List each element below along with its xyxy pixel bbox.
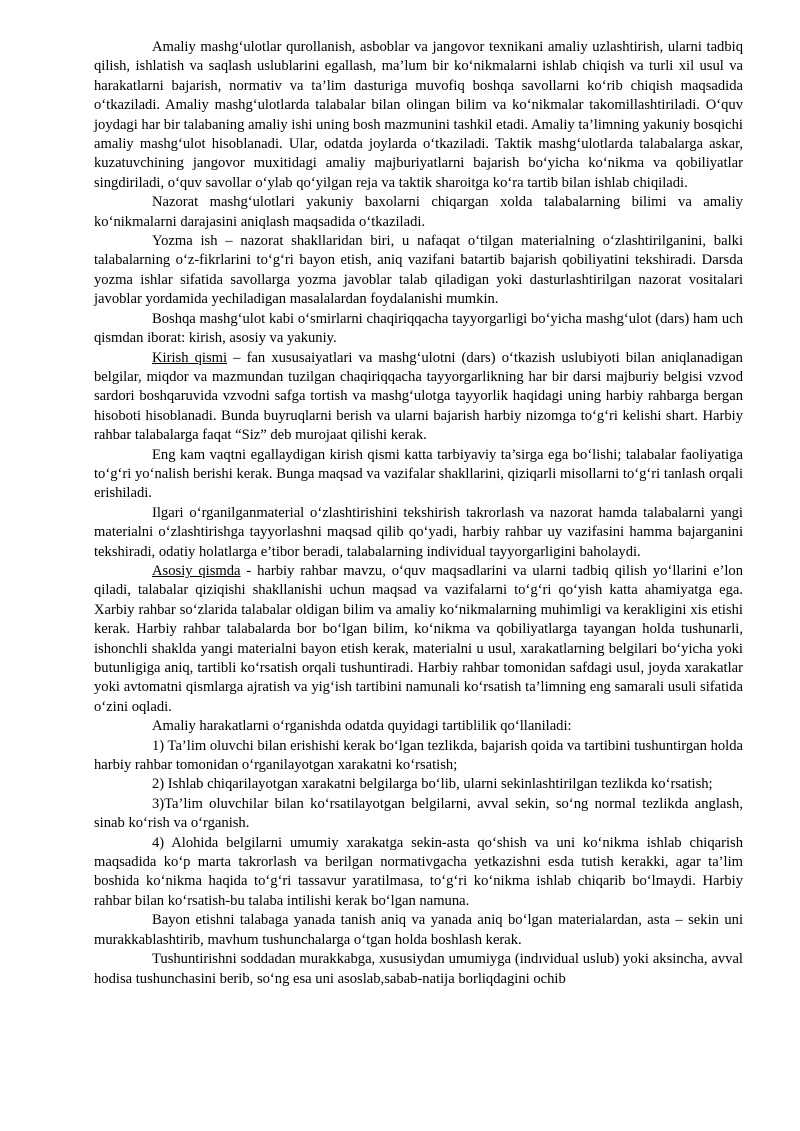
- list-item-4: 4) Alohida belgilarni umumiy xarakatga sekin-asta qo‘shish va uni ko‘nikma ishlab chiqarish maqsadida ko‘p marta takrorlash va berilgan normativgacha yetkazishni esda tutish kerakki, agar ta’lim boshida ko‘nikma haqida to‘g‘ri tassavur yaratilmasa, to‘g‘ri ko‘nikma ishlab chiqarib bo‘lmaydi. Harbiy rahbar bilan ko‘rsatish-bu talaba intilishi kerak bo‘lgan namuna.: [94, 834, 743, 909]
- kirish-qismi-heading: Kirish qismi: [152, 349, 228, 366]
- paragraph-amaliy-mashgulotlar: Amaliy mashg‘ulotlar qurollanish, asboblar va jangovor texnikani amaliy uzlashtirish, ularni tadbiq qilish, ishlatish va saqlash uslublarini egallash, ma’lum bir ko‘nikmalarni ishlab chiqish va turli xil usul va harakatlarni bajarish, normativ va ta’lim dasturiga muvofiq boshqa savollarni ko‘rib chiqish maqsadida o‘tkaziladi. Amaliy mashg‘ulotlarda talabalar bilan olingan bilim va ko‘nikmalar takomillashtiriladi. O‘quv joydagi har bir talabaning amaliy ishi uning bosh mazmunini tashkil etadi. Amaliy ta’limning yakuniy bosqichi amaliy mashg‘ulot hisoblanadi. Ular, odatda joylarda o‘tkaziladi. Taktik mashg‘ulotlarda talabalarga askar, kuzatuvchining jangovor muxitidagi amaliy majburiyatlarni bajarish bo‘yicha ko‘nikma va qobiliyatlar singdiriladi, o‘quv savollar o‘ylab qo‘yilgan reja va taktik sharoitga ko‘ra tartib bilan ishlab chiqiladi.: [94, 39, 743, 191]
- paragraph-kirish-qismi: [94, 349, 743, 446]
- asosiy-qism-heading: Asosiy qismda: [152, 562, 241, 579]
- paragraph-dars-qismlari: Boshqa mashg‘ulot kabi o‘smirlarni chaqiriqqacha tayyorgarligi bo‘yicha mashg‘ulot (dars) ham uch qismdan iborat: kirish, asosiy va yakuniy.: [94, 310, 743, 347]
- paragraph-tekshirish: Ilgari o‘rganilganmaterial o‘zlashtirishini tekshirish takrorlash va nazorat hamda talabalarni yangi materialni o‘zlashtirishga tayyorlashni maqsad qilib qo‘yadi, harbiy rahbar uy vazifasini hamma bajarganini tekshiradi, odatiy holatlarga e’tibor beradi, talabalarning individual tayyorgarligini baholaydi.: [94, 504, 743, 560]
- paragraph-yozma-ish: Yozma ish – nazorat shakllaridan biri, u nafaqat o‘tilgan materialning o‘zlashtirilganini, balki talabalarning o‘z-fikrlarini to‘g‘ri bayon etish, aniq vazifani batartib bajarish qobiliyatini tekshiradi. Darsda yozma ishlar sifatida savollarga yozma javoblar talab qiladigan yoki dasturlashtirilgan nazorat vositalari javoblar yordamida yechiladigan masalalardan foydalanishi mumkin.: [94, 233, 743, 308]
- kirish-qismi-text: – fan xususaiyatlari va mashg‘ulotni (dars) o‘tkazish uslubiyoti bilan aniqlanadigan belgilar, miqdor va mazmundan tuzilgan chaqiriqqacha tayyorgarlikning har bir darsi majburiy belgisi vzvod sardori boshqaruvida vzvodni safga tortish va mashg‘ulotga tayyorlik haqidagi uning harbiy rahbarga bergan hisoboti hisoblanadi. Bunda buyruqlarni berish va ularni bajarish harbiy nizomga to‘g‘ri kelishi shart. Harbiy rahbar talabalarga faqat “Siz” deb murojaat qilishi kerak.: [94, 349, 743, 444]
- paragraph-tartiblilik: Amaliy harakatlarni o‘rganishda odatda quyidagi tartiblilik qo‘llaniladi:: [152, 718, 572, 735]
- paragraph-kirish-vaqti: Eng kam vaqtni egallaydigan kirish qismi katta tarbiyaviy ta’sirga ega bo‘lishi; talabalar faoliyatiga to‘g‘ri yo‘nalish berishi kerak. Bunga maqsad va vazifalar shakllarini, qiziqarli misollarni to‘g‘ri tanlash orqali erishiladi.: [94, 446, 743, 502]
- paragraph-bayon-etish: Bayon etishni talabaga yanada tanish aniq va yanada aniq bo‘lgan materialardan, asta – sekin uni murakkablashtirib, mavhum tushunchalarga o‘tgan holda boshlash kerak.: [94, 912, 743, 948]
- list-item-1: 1) Ta’lim oluvchi bilan erishishi kerak bo‘lgan tezlikda, bajarish qoida va tartibini tushuntirgan holda harbiy rahbar tomonidan o‘rganilayotgan xarakatni ko‘rsatish;: [94, 737, 743, 774]
- paragraph-tushuntirish: Tushuntirishni soddadan murakkabga, xususiydan umumiyga (indıvidual uslub) yoki aksincha, avval hodisa tushunchasini berib, so‘ng esa uni asoslab,sabab-natija borliqdagini ochib: [94, 951, 743, 987]
- paragraph-asosiy-qism: [94, 562, 743, 717]
- list-item-3: 3)Ta’lim oluvchilar bilan ko‘rsatilayotgan belgilarni, avval sekin, so‘ng normal tezlikda anglash, sinab ko‘rish va o‘rganish.: [94, 795, 743, 832]
- asosiy-qism-text: - harbiy rahbar mavzu, o‘quv maqsadlarini va ularni tadbiq qilish yo‘llarini e’lon qiladi, talabalar qiziqishi shakllanishi uchun maqsad va vazifalarni to‘g‘ri qo‘yish katta ahamiyatga ega. Xarbiy rahbar so‘zlarida talabalar oldigan bilim va amaliy ko‘nikmalarning muhimligi va kerakligini xis etishi kerak. Harbiy rahbar talabalarda bor bo‘lgan bilim, ko‘nikma va qobiliyatlarga tayangan holda tushunarli, ishonchli shaklda yangi materialni bayon etish kerak, materialni u usul, xarakatlarning belgilari bo‘yicha yoki butunligiga aniq, tartibli ko‘rsatish orqali tushuntiradi. Harbiy rahbar tomonidan safdagi usul, joyda xarakatlar yoki avtomatni qismlarga ajratish va yig‘ish tartibini namunali ko‘rsatish ta’limning eng samarali usuli sifatida o‘zini oqladi.: [94, 562, 743, 715]
- paragraph-nazorat-mashgulotlari: Nazorat mashg‘ulotlari yakuniy baxolarni chiqargan xolda talabalarning bilimi va amaliy ko‘nikmalarni darajasini aniqlash maqsadida o‘tkaziladi.: [94, 194, 743, 230]
- list-item-2: 2) Ishlab chiqarilayotgan xarakatni belgilarga bo‘lib, ularni sekinlashtirilgan tezlikda ko‘rsatish;: [152, 776, 713, 793]
